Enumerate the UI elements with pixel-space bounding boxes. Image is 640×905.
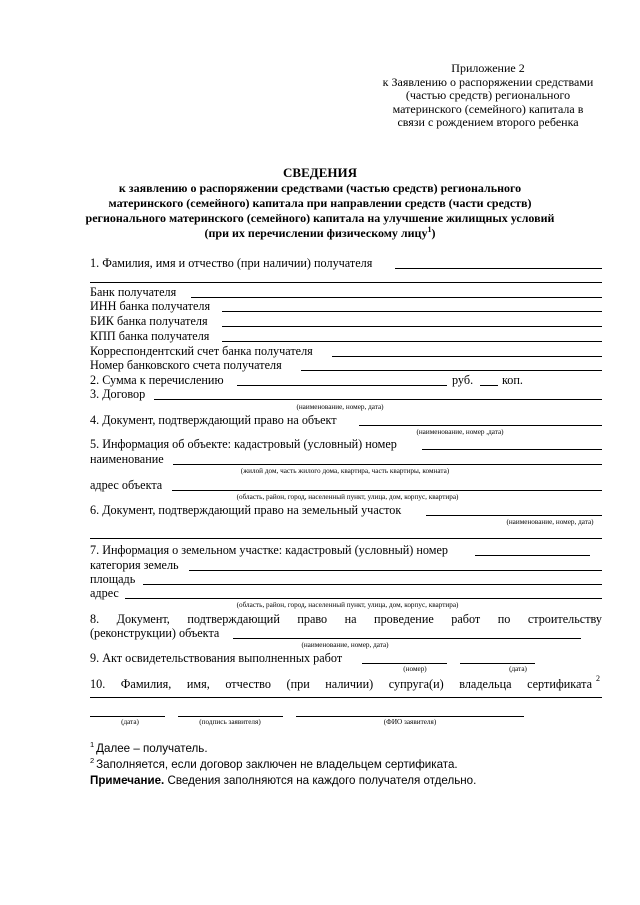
appendix-line: связи с рождением второго ребенка <box>397 115 579 130</box>
title-line-close: ) <box>431 226 436 240</box>
spouse-word: 10. <box>90 677 106 691</box>
spouse-footnote-ref: 2 <box>596 674 600 683</box>
object-name-label: наименование <box>90 452 164 466</box>
object-name-field[interactable] <box>173 464 602 465</box>
object-cadastral-field[interactable] <box>422 449 602 450</box>
permit-doc-hint: (наименование, номер, дата) <box>301 641 389 649</box>
object-address-hint: (область, район, город, населенный пункт, улица, дом, корпус, квартира) <box>236 493 459 501</box>
note <box>90 774 476 788</box>
title-line: регионального материнского (семейного) капитала на улучшение жилищных условий <box>85 211 555 225</box>
signature-date-field[interactable] <box>90 716 165 717</box>
note-text: Сведения заполняются на каждого получателя отдельно. <box>164 774 477 787</box>
land-category-label: категория земель <box>90 558 179 572</box>
sum-label: 2. Сумма к перечислению <box>90 373 224 387</box>
note-label: Примечание. <box>90 774 165 787</box>
permit-word: по <box>497 612 511 626</box>
footnote-1-mark: 1 <box>90 740 95 749</box>
appendix-line: Приложение 2 <box>451 61 525 75</box>
signature-date-hint: (дата) <box>121 718 139 726</box>
kpp-label: КПП банка получателя <box>90 329 210 343</box>
act-date-field[interactable] <box>460 663 535 664</box>
corr-account-field[interactable] <box>332 356 602 357</box>
permit-word: 8. <box>90 612 100 626</box>
land-doc-field-2[interactable] <box>90 538 602 539</box>
recipient-name-field-2[interactable] <box>90 282 602 283</box>
permit-word: право <box>297 612 328 626</box>
spouse-label <box>90 677 592 691</box>
title-line: материнского (семейного) капитала при направлении средств (части средств) <box>108 196 532 210</box>
permit-doc-field[interactable] <box>233 638 581 639</box>
appendix-line: материнского (семейного) капитала в <box>392 101 584 116</box>
inn-field[interactable] <box>222 311 602 312</box>
appendix-line: (частью средств) регионального <box>405 88 571 103</box>
bik-label: БИК банка получателя <box>90 314 208 328</box>
footnote-2-text: Заполняется, если договор заключен не владельцем сертификата. <box>96 758 458 771</box>
land-cadastral-field[interactable] <box>475 555 590 556</box>
corr-account-label: Корреспондентский счет банка получателя <box>90 344 313 358</box>
doc-object-hint: (наименование, номер ,дата) <box>416 428 504 436</box>
bank-account-label: Номер банковского счета получателя <box>90 358 282 372</box>
spouse-word: (при <box>286 677 310 691</box>
land-address-hint: (область, район, город, населенный пункт, улица, дом, корпус, квартира) <box>236 601 459 609</box>
permit-word: на <box>344 612 357 626</box>
spouse-word: сертификата <box>527 677 592 691</box>
land-address-field[interactable] <box>125 598 602 599</box>
spouse-word: владельца <box>459 677 512 691</box>
sum-rub-unit: руб. <box>452 373 474 387</box>
object-info-label: 5. Информация об объекте: кадастровый (условный) номер <box>90 437 397 451</box>
permit-word: работ <box>451 612 481 626</box>
bank-label: Банк получателя <box>90 285 177 299</box>
object-name-hint: (жилой дом, часть жилого дома, квартира, часть квартиры, комната) <box>240 467 450 475</box>
permit-word: Документ, <box>116 612 170 626</box>
recipient-name-field[interactable] <box>395 268 602 269</box>
title-line <box>0 226 640 242</box>
footnote-ref: 1 <box>427 225 432 234</box>
kpp-field[interactable] <box>222 341 602 342</box>
doc-object-label: 4. Документ, подтверждающий право на объект <box>90 413 337 427</box>
footnote-1 <box>90 742 208 757</box>
doc-object-field[interactable] <box>359 425 602 426</box>
land-category-field[interactable] <box>189 570 602 571</box>
recipient-name-label: 1. Фамилия, имя и отчество (при наличии) получателя <box>90 256 373 270</box>
appendix-header <box>360 62 616 130</box>
land-doc-label: 6. Документ, подтверждающий право на земельный участок <box>90 503 402 517</box>
object-address-field[interactable] <box>172 490 602 491</box>
signature-fio-hint: (ФИО заявителя) <box>383 718 437 726</box>
land-address-label: адрес <box>90 586 119 600</box>
object-address-label: адрес объекта <box>90 478 163 492</box>
spouse-word: супруга(и) <box>388 677 444 691</box>
spouse-word: имя, <box>186 677 210 691</box>
spouse-word: отчество <box>225 677 271 691</box>
act-date-hint: (дата) <box>509 665 527 673</box>
title-line: к заявлению о распоряжении средствами (частью средств) регионального <box>118 181 522 195</box>
bik-field[interactable] <box>222 326 602 327</box>
footnote-1-text: Далее – получатель. <box>96 742 208 755</box>
signature-sign-hint: (подпись заявителя) <box>199 718 261 726</box>
spouse-field[interactable] <box>90 697 602 698</box>
bank-field[interactable] <box>191 297 602 298</box>
act-number-hint: (номер) <box>403 665 427 673</box>
inn-label: ИНН банка получателя <box>90 299 211 313</box>
contract-label: 3. Договор <box>90 387 146 401</box>
permit-doc-label <box>90 612 602 626</box>
sum-kop-field[interactable] <box>480 385 498 386</box>
document-title: СВЕДЕНИЯ <box>283 165 357 180</box>
appendix-line: к Заявлению о распоряжении средствами <box>382 74 594 89</box>
land-area-field[interactable] <box>143 584 602 585</box>
land-area-label: площадь <box>90 572 136 586</box>
land-info-label: 7. Информация о земельном участке: кадастровый (условный) номер <box>90 543 449 557</box>
land-doc-field[interactable] <box>426 515 602 516</box>
permit-word: проведение <box>374 612 434 626</box>
signature-sign-field[interactable] <box>178 716 283 717</box>
permit-word: строительству <box>527 612 602 626</box>
footnote-2-mark: 2 <box>90 756 95 765</box>
contract-hint: (наименование, номер, дата) <box>296 403 384 411</box>
footnote-2 <box>90 758 458 773</box>
title-line-text: (при их перечислении физическому лицу <box>204 226 428 240</box>
spouse-word: Фамилия, <box>120 677 172 691</box>
sum-kop-unit: коп. <box>502 373 523 387</box>
land-doc-hint: (наименование, номер, дата) <box>506 518 594 526</box>
act-label: 9. Акт освидетельствования выполненных работ <box>90 651 343 665</box>
sum-rub-field[interactable] <box>237 385 447 386</box>
contract-field[interactable] <box>154 399 602 400</box>
act-number-field[interactable] <box>362 663 447 664</box>
bank-account-field[interactable] <box>301 370 602 371</box>
permit-word: подтверждающий <box>187 612 280 626</box>
signature-fio-field[interactable] <box>296 716 524 717</box>
spouse-word: наличии) <box>325 677 374 691</box>
permit-doc-label-2: (реконструкции) объекта <box>90 626 220 640</box>
